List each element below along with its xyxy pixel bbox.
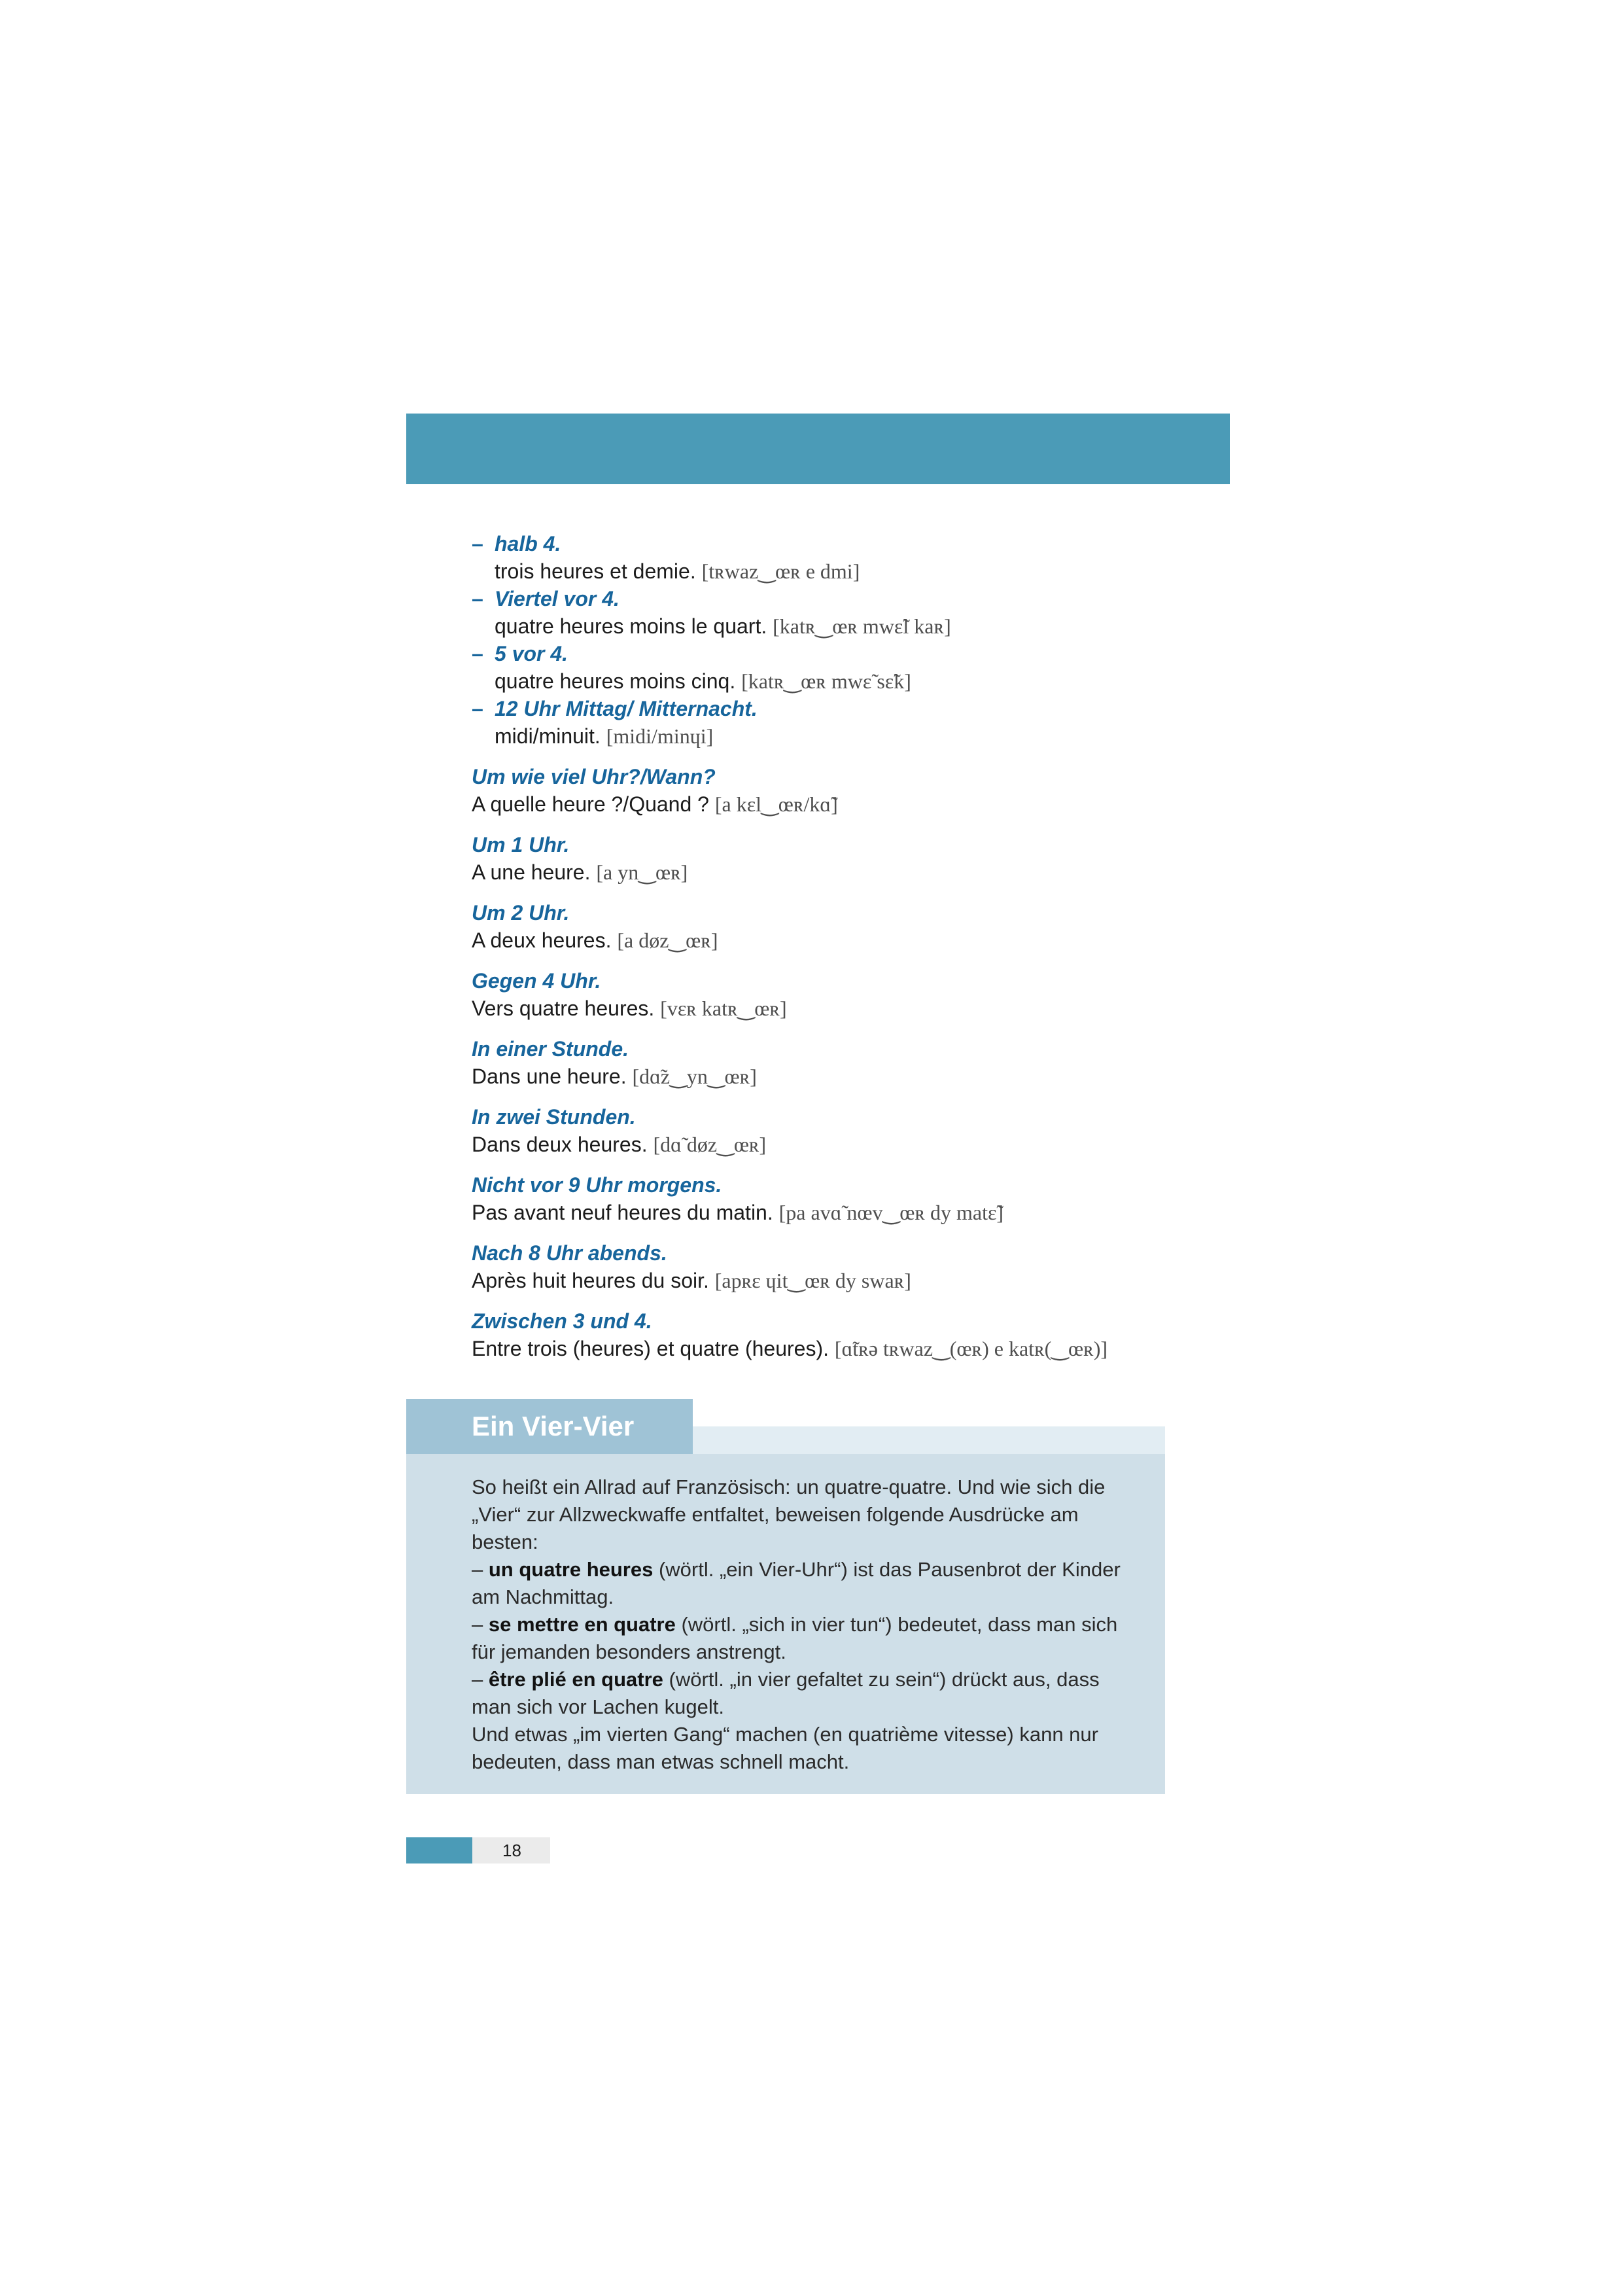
pronunciation: [vɛʀ katʀ‿œʀ] bbox=[660, 997, 787, 1020]
info-box-item bbox=[472, 1556, 1132, 1611]
french-phrase: quatre heures moins le quart. bbox=[495, 614, 767, 638]
item-explanation: (wörtl. „sich in vier tun“) bedeutet, dass man sich für jemanden besonders anstrengt. bbox=[472, 1613, 1118, 1663]
pronunciation: [pa avɑ̃ nœv‿œʀ dy matɛ̃] bbox=[778, 1201, 1004, 1224]
phrase-entry bbox=[472, 831, 1453, 886]
phrase-entry bbox=[472, 967, 1453, 1022]
pronunciation: [dɑ̃z‿yn‿œʀ] bbox=[632, 1065, 757, 1088]
phrase-entry bbox=[472, 1103, 1453, 1158]
dash-item bbox=[472, 585, 1453, 640]
french-phrase: trois heures et demie. bbox=[495, 559, 696, 583]
info-box-title: Ein Vier-Vier bbox=[472, 1411, 635, 1441]
item-prefix: – bbox=[472, 1613, 489, 1636]
french-phrase: Vers quatre heures. bbox=[472, 997, 655, 1020]
info-box-tab bbox=[406, 1399, 693, 1454]
phrase-content bbox=[472, 530, 1453, 1362]
pronunciation: [a døz‿œʀ] bbox=[617, 928, 718, 952]
item-prefix: – bbox=[472, 1668, 489, 1691]
time-dash-list bbox=[472, 530, 1453, 750]
german-phrase: In zwei Stunden. bbox=[472, 1105, 636, 1129]
pronunciation: [tʀwaz‿œʀ e dmi] bbox=[701, 559, 860, 583]
pronunciation: [ɑ̃tʀə tʀwaz‿(œʀ) e katʀ(‿œʀ)] bbox=[834, 1337, 1108, 1360]
item-term: être plié en quatre bbox=[488, 1668, 663, 1691]
german-phrase: Um 2 Uhr. bbox=[472, 901, 570, 925]
info-box bbox=[406, 1454, 1165, 1794]
pronunciation: [katʀ‿œʀ mwɛ̃ sɛ̃k] bbox=[741, 669, 911, 693]
pronunciation: [midi/minɥi] bbox=[606, 724, 714, 748]
german-phrase: Nach 8 Uhr abends. bbox=[472, 1241, 667, 1265]
phrase-list bbox=[472, 763, 1453, 1362]
pronunciation: [katʀ‿œʀ mwɛ̃l kaʀ] bbox=[773, 614, 951, 638]
french-phrase: midi/minuit. bbox=[495, 724, 601, 748]
phrase-entry bbox=[472, 1035, 1453, 1090]
page-number: 18 bbox=[502, 1841, 521, 1860]
french-phrase: Entre trois (heures) et quatre (heures). bbox=[472, 1337, 829, 1360]
german-phrase: halb 4. bbox=[495, 532, 561, 556]
german-phrase: Gegen 4 Uhr. bbox=[472, 969, 601, 993]
dash-marker: – bbox=[472, 532, 483, 556]
header-bar bbox=[406, 414, 1230, 484]
french-phrase: Dans une heure. bbox=[472, 1065, 627, 1088]
item-explanation: (wörtl. „in vier gefaltet zu sein“) drückt aus, dass man sich vor Lachen kugelt. bbox=[472, 1668, 1100, 1718]
item-term: se mettre en quatre bbox=[488, 1613, 676, 1636]
footer-accent-bar bbox=[406, 1837, 472, 1863]
phrase-entry bbox=[472, 1171, 1453, 1226]
german-phrase: Nicht vor 9 Uhr morgens. bbox=[472, 1173, 722, 1197]
french-phrase: A une heure. bbox=[472, 860, 591, 884]
info-box-item bbox=[472, 1611, 1132, 1666]
german-phrase: In einer Stunde. bbox=[472, 1037, 629, 1061]
french-phrase: Après huit heures du soir. bbox=[472, 1269, 709, 1292]
german-phrase: 12 Uhr Mittag/ Mitternacht. bbox=[495, 697, 758, 720]
phrase-entry bbox=[472, 1239, 1453, 1294]
french-phrase: Dans deux heures. bbox=[472, 1133, 648, 1156]
dash-marker: – bbox=[472, 587, 483, 610]
pronunciation: [a kɛl‿œʀ/kɑ̃] bbox=[714, 792, 838, 816]
info-box-item bbox=[472, 1666, 1132, 1721]
dash-item bbox=[472, 640, 1453, 695]
info-box-strip bbox=[693, 1426, 1165, 1454]
german-phrase: Zwischen 3 und 4. bbox=[472, 1309, 652, 1333]
phrase-entry bbox=[472, 763, 1453, 818]
info-box-outro: Und etwas „im vierten Gang“ machen (en quatrième vitesse) kann nur bedeuten, dass man etwas schnell macht. bbox=[472, 1723, 1098, 1773]
info-box-text bbox=[472, 1474, 1132, 1776]
german-phrase: 5 vor 4. bbox=[495, 642, 568, 665]
phrase-entry bbox=[472, 1307, 1453, 1362]
dash-item bbox=[472, 695, 1453, 750]
item-explanation: (wörtl. „ein Vier-Uhr“) ist das Pausenbrot der Kinder am Nachmittag. bbox=[472, 1558, 1121, 1608]
pronunciation: [apʀɛ ɥit‿œʀ dy swaʀ] bbox=[714, 1269, 911, 1292]
info-box-intro: So heißt ein Allrad auf Französisch: un quatre-quatre. Und wie sich die „Vier“ zur Allzweckwaffe entfaltet, beweisen folgende Ausdrücke am besten: bbox=[472, 1475, 1106, 1553]
dash-marker: – bbox=[472, 697, 483, 720]
pronunciation: [dɑ̃ døz‿œʀ] bbox=[653, 1133, 767, 1156]
german-phrase: Um 1 Uhr. bbox=[472, 833, 570, 857]
german-phrase: Um wie viel Uhr?/Wann? bbox=[472, 765, 716, 788]
dash-marker: – bbox=[472, 642, 483, 665]
pronunciation: [a yn‿œʀ] bbox=[596, 860, 688, 884]
french-phrase: A quelle heure ?/Quand ? bbox=[472, 792, 709, 816]
item-term: un quatre heures bbox=[488, 1558, 654, 1581]
french-phrase: A deux heures. bbox=[472, 928, 612, 952]
french-phrase: quatre heures moins cinq. bbox=[495, 669, 736, 693]
phrase-entry bbox=[472, 899, 1453, 954]
dash-item bbox=[472, 530, 1453, 585]
french-phrase: Pas avant neuf heures du matin. bbox=[472, 1201, 773, 1224]
german-phrase: Viertel vor 4. bbox=[495, 587, 620, 610]
item-prefix: – bbox=[472, 1558, 489, 1581]
